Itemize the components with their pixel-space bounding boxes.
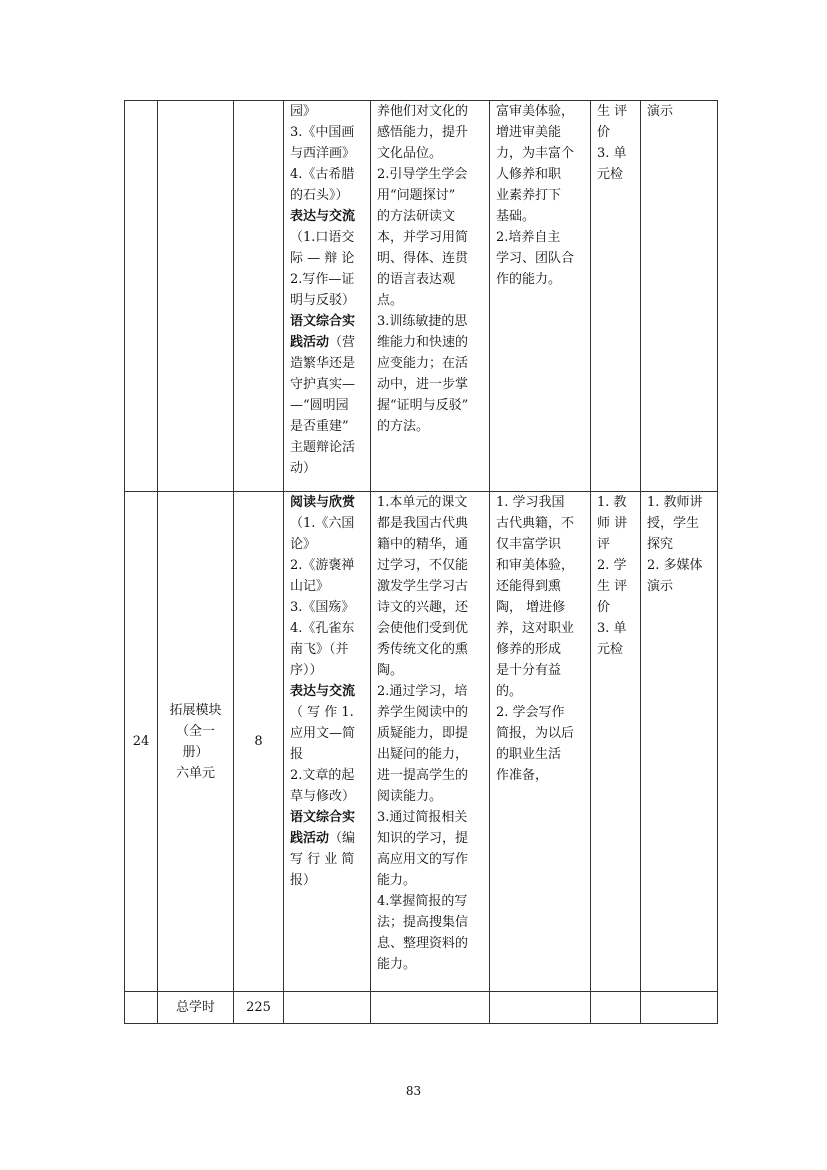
- section-heading: 语文综合实: [290, 810, 356, 825]
- text-line: 2.《游褒禅: [290, 558, 355, 573]
- text-line: 人修养和职: [496, 167, 562, 182]
- content-cell: [284, 492, 371, 992]
- text-line: 高应用文的写作: [377, 852, 469, 867]
- section-heading: 践活动: [290, 831, 330, 846]
- text-fragment: （编: [329, 831, 356, 846]
- text-line: 演示: [647, 104, 674, 119]
- text-line: 增进审美能: [496, 125, 562, 140]
- text-line: 论》: [290, 537, 317, 552]
- text-line: 点。: [377, 293, 404, 308]
- text-line: 3.《中国画: [290, 125, 355, 140]
- text-line: 握“证明与反驳”: [377, 398, 469, 413]
- text-line: 2. 多媒体: [647, 558, 703, 573]
- text-line: 文化品位。: [377, 146, 443, 161]
- evaluation-cell: [591, 992, 641, 1024]
- text-line: 学习、团队合: [496, 251, 575, 266]
- text-line: 的职业生活: [496, 747, 562, 762]
- content-cell: [284, 992, 371, 1024]
- text-line: 动）: [290, 461, 317, 476]
- text-line: 作的能力。: [496, 272, 562, 287]
- text-line: 生 评: [597, 579, 628, 594]
- section-heading: 表达与交流: [290, 209, 356, 224]
- text-line: 是十分有益: [496, 663, 562, 678]
- text-line: 2.培养自主: [496, 230, 561, 245]
- text-line: 简报，为以后: [496, 726, 575, 741]
- text-line: 明与反驳）: [290, 293, 356, 308]
- text-line: 与西洋画》: [290, 146, 356, 161]
- text-line: 师 讲: [597, 516, 628, 531]
- text-line: 应变能力；在活: [377, 356, 469, 371]
- text-line: 写 行 业 简: [290, 852, 355, 867]
- text-line: 明、得体、连贯: [377, 251, 469, 266]
- text-line: 秀传统文化的熏: [377, 642, 469, 657]
- text-line: 养学生阅读中的: [377, 705, 469, 720]
- text-line: 2.引导学生学会: [377, 167, 468, 182]
- text-line: 价: [597, 600, 611, 615]
- text-line: 2. 学会写作: [496, 705, 565, 720]
- text-line: 2. 学: [597, 558, 627, 573]
- section-heading: 践活动: [290, 335, 330, 350]
- text-line: 陶， 增进修: [496, 600, 566, 615]
- text-line: 守护真实—: [290, 377, 356, 392]
- content-cell: [284, 101, 371, 492]
- text-line: 知识的学习，提: [377, 831, 469, 846]
- quality-cell: [490, 992, 591, 1024]
- text-line: 籍中的精华，通: [377, 537, 469, 552]
- method-cell: [641, 101, 718, 492]
- text-line: 会使他们受到优: [377, 621, 469, 636]
- row-number-cell: [125, 992, 158, 1024]
- total-label: 总学时: [158, 992, 234, 1024]
- text-line: 1. 教: [597, 495, 627, 510]
- evaluation-cell: [591, 101, 641, 492]
- text-line: （1.《六国: [290, 516, 355, 531]
- text-line: 造繁华还是: [290, 356, 356, 371]
- text-line: 南飞》（并: [290, 642, 349, 657]
- text-line: 和审美体验，: [496, 558, 575, 573]
- text-line: 出疑问的能力，: [377, 747, 469, 762]
- quality-cell: [490, 492, 591, 992]
- text-line: 法；提高搜集信: [377, 915, 469, 930]
- text-line: 应用文—简: [290, 726, 356, 741]
- text-line: 阅读能力。: [377, 789, 443, 804]
- section-heading: 表达与交流: [290, 684, 356, 699]
- text-line: 还能得到熏: [496, 579, 562, 594]
- text-line: 3.《国殇》: [290, 600, 355, 615]
- text-line: 园》: [290, 104, 317, 119]
- module-cell: [158, 492, 234, 992]
- total-hours: 225: [234, 992, 284, 1024]
- text-line: 诗文的兴趣，还: [377, 600, 469, 615]
- row-number-cell: 24: [125, 492, 158, 992]
- curriculum-table: [124, 100, 718, 1024]
- text-line: 基础。: [496, 209, 536, 224]
- hours-cell: 8: [234, 492, 284, 992]
- text-line: 仅丰富学识: [496, 537, 562, 552]
- text-line: 六单元: [175, 765, 215, 781]
- text-line: 3.通过简报相关: [377, 810, 468, 825]
- text-line: 4.《古希腊: [290, 167, 355, 182]
- text-line: 维能力和快速的: [377, 335, 469, 350]
- text-line: 1. 学习我国: [496, 495, 565, 510]
- text-line: 4.掌握简报的写: [377, 894, 468, 909]
- text-line: 序））: [290, 663, 323, 678]
- text-line: 的方法研读文: [377, 209, 456, 224]
- text-line: （ 写 作 1.: [290, 705, 354, 720]
- table-row: [125, 101, 718, 492]
- text-line: 力，为丰富个: [496, 146, 575, 161]
- text-line: （1.口语交: [290, 230, 355, 245]
- goal-cell: [371, 492, 490, 992]
- hours-cell: [234, 101, 284, 492]
- text-line: 养，这对职业: [496, 621, 575, 636]
- text-line: 古代典籍，不: [496, 516, 575, 531]
- text-line: 陶。: [377, 663, 404, 678]
- row-number-cell: [125, 101, 158, 492]
- quality-cell: [490, 101, 591, 492]
- text-line: 山记》: [290, 579, 330, 594]
- text-line: 能力。: [377, 957, 417, 972]
- text-line: —“圆明园: [290, 398, 349, 413]
- text-line: 评: [597, 537, 611, 552]
- module-cell: [158, 101, 234, 492]
- text-line: 激发学生学习古: [377, 579, 469, 594]
- text-line: 能力。: [377, 873, 417, 888]
- text-line: 的石头》）: [290, 188, 349, 203]
- text-line: 用“问题探讨”: [377, 188, 456, 203]
- text-line: （全一: [175, 723, 215, 739]
- method-cell: [641, 992, 718, 1024]
- text-line: [290, 332, 364, 353]
- total-row: [125, 992, 718, 1024]
- table-row: [125, 492, 718, 992]
- text-line: 进一提高学生的: [377, 768, 469, 783]
- text-line: 生 评: [597, 104, 628, 119]
- text-line: 感悟能力，提升: [377, 125, 469, 140]
- text-line: 际 — 辩 论: [290, 251, 355, 266]
- text-fragment: （营: [329, 335, 356, 350]
- text-line: 的。: [496, 684, 523, 699]
- text-line: 富审美体验，: [496, 104, 575, 119]
- text-line: 4.《孔雀东: [290, 621, 355, 636]
- text-line: 业素养打下: [496, 188, 562, 203]
- goal-cell: [371, 992, 490, 1024]
- text-line: 2.通过学习，培: [377, 684, 468, 699]
- text-line: 1. 教师讲: [647, 495, 703, 510]
- text-line: 报）: [290, 873, 317, 888]
- text-line: 主题辩论活: [290, 440, 356, 455]
- text-line: 演示: [647, 579, 674, 594]
- text-line: 的语言表达观: [377, 272, 456, 287]
- text-line: 养他们对文化的: [377, 104, 469, 119]
- text-line: 元检: [597, 642, 624, 657]
- text-line: 3. 单: [597, 621, 627, 636]
- text-line: 2.写作—证: [290, 272, 355, 287]
- text-line: 授，学生: [647, 516, 700, 531]
- text-line: 报: [290, 747, 304, 762]
- text-line: 的方法。: [377, 419, 430, 434]
- text-line: 过学习，不仅能: [377, 558, 469, 573]
- text-line: 本，并学习用简: [377, 230, 469, 245]
- goal-cell: [371, 101, 490, 492]
- text-line: 质疑能力，即提: [377, 726, 469, 741]
- text-line: 是否重建”: [290, 419, 349, 434]
- text-line: 册）: [182, 744, 209, 760]
- text-line: 元检: [597, 167, 624, 182]
- text-line: 修养的形成: [496, 642, 562, 657]
- text-line: 3.训练敏捷的思: [377, 314, 468, 329]
- text-line: 价: [597, 125, 611, 140]
- text-line: 1.本单元的课文: [377, 495, 468, 510]
- text-line: 动中，进一步掌: [377, 377, 469, 392]
- text-line: 草与修改）: [290, 789, 356, 804]
- text-line: 都是我国古代典: [377, 516, 469, 531]
- section-heading: 语文综合实: [290, 314, 356, 329]
- text-line: 2.文章的起: [290, 768, 355, 783]
- method-cell: [641, 492, 718, 992]
- page-number: 83: [405, 1084, 422, 1098]
- text-line: 息、整理资料的: [377, 936, 469, 951]
- text-line: 3. 单: [597, 146, 627, 161]
- section-heading: 阅读与欣赏: [290, 495, 356, 510]
- evaluation-cell: [591, 492, 641, 992]
- text-line: 探究: [647, 537, 674, 552]
- text-line: 作准备，: [496, 768, 549, 783]
- text-line: 拓展模块: [169, 702, 222, 718]
- text-line: [290, 828, 364, 849]
